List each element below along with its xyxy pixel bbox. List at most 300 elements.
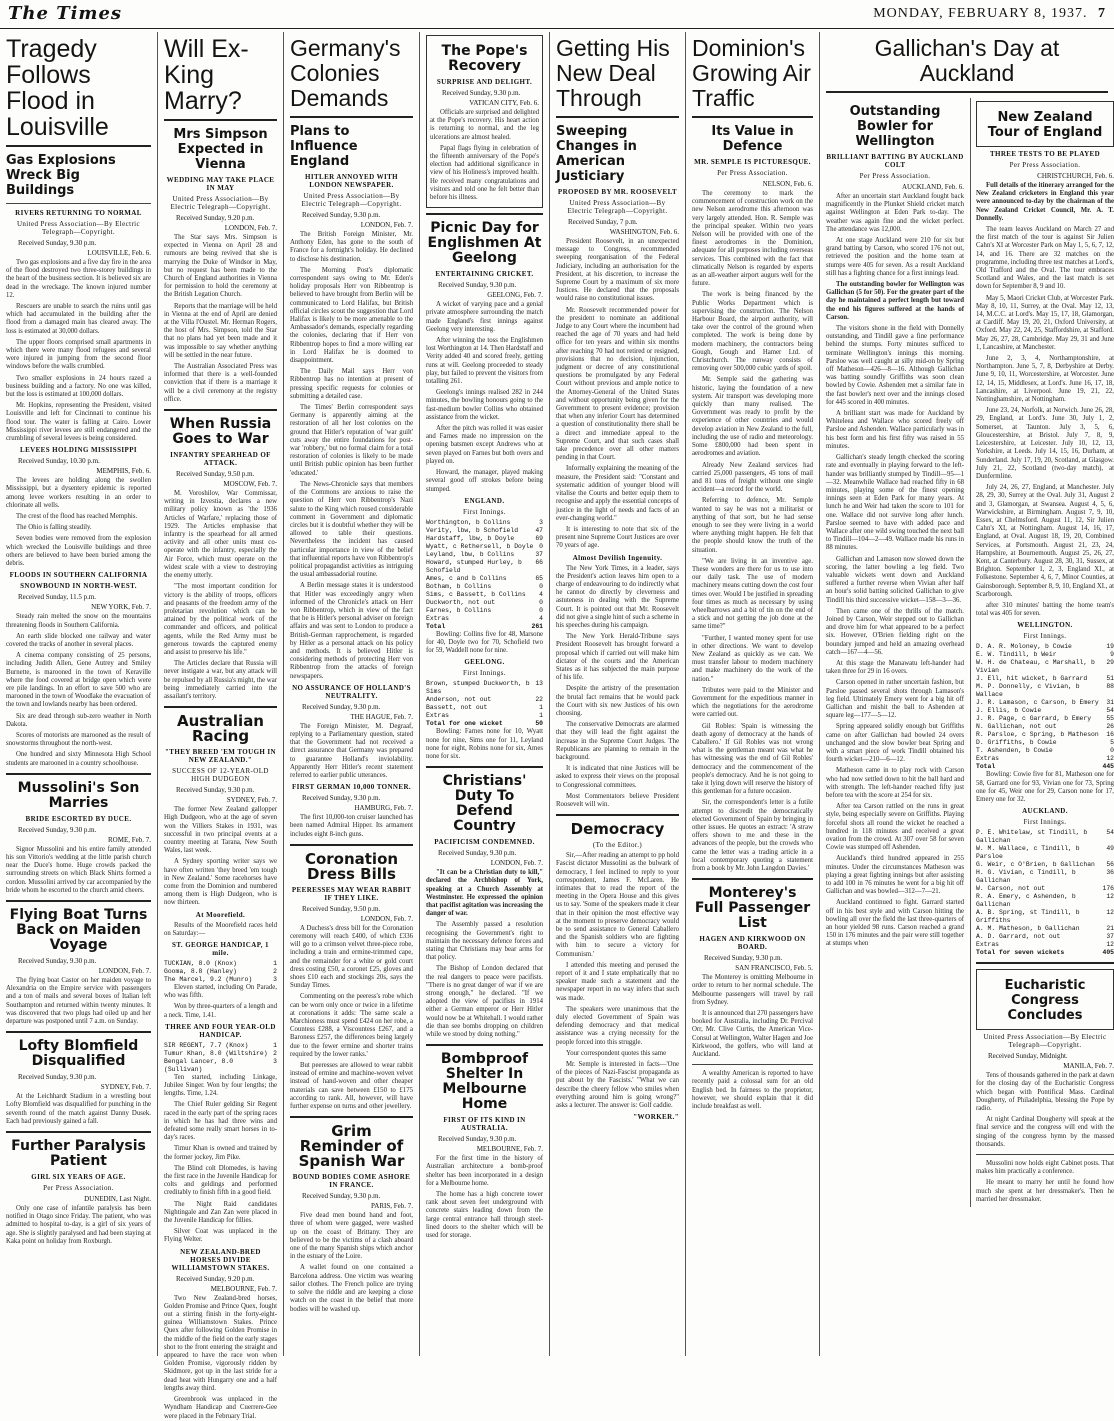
article-paragraph: A brilliant start was made for Auckland by Whiteleea and Wallace who scored freely off Parsloe and Ashenden. Wallace particularly was in his best form and his first fifty was raised in 55 minutes.	[826, 410, 964, 450]
article-paragraph: Mr. Semple said the gathering was historic, laying the foundation of a new system. Air transport was developing more quickly than many realised. The Government was ready to profit by the experience of other countries and would develop aviation in New Zealand to the full, including the use of radio and meteorology. Some £800,000 had been spent in aerodromes and aviation.	[692, 376, 813, 458]
article-paragraph: After an uncertain start Auckland fought back magnificently in the Plunket Shield cricket match against Wellington at Eden Park to-day. The weather was again fine and the wicket perfect. The attendance was 12,000.	[826, 193, 964, 233]
headline-air-traffic: Dominion's Growing Air Traffic	[692, 35, 811, 111]
article-paragraph: A wicket of varying pace and a genial private atmosphere surrounding the match made England's first innings against Geelong very interesting.	[426, 301, 543, 333]
article-paragraph: The Monterey is omitting Melbourne in order to return to her normal schedule. The Melbourne passengers will travel by rail from Sydney.	[692, 974, 813, 1006]
issue-date	[873, 6, 1106, 22]
score-row: M. P. Donnelly, c Vivian, b Wallace 88	[976, 683, 1114, 699]
article-paragraph: Tributes were paid to the Minister and Government for the expeditious manner in which the negotiations for the aerodrome were carried out.	[692, 686, 813, 719]
dateline: THE HAGUE, Feb. 7.	[350, 712, 413, 721]
divider	[290, 844, 413, 846]
dateline: PARIS, Feb. 7.	[371, 1202, 413, 1211]
divider	[6, 1131, 151, 1133]
headline-lofty-blomfield: Lofty Blomfield Disqualified	[18, 1038, 139, 1070]
score-row: D. Griffiths, b Cowie 5	[976, 739, 1114, 747]
dateline: LOUISVILLE, Feb. 6.	[87, 249, 151, 257]
scorecard-title: GEELONG.	[464, 658, 505, 667]
score-row: H. G. Vivian, c Tindill, b Gallichan 36	[976, 869, 1114, 885]
score-row: W. Carson, not out 176	[976, 885, 1114, 893]
headline-germany-colonies: Germany's Colonies Demands	[290, 35, 401, 111]
score-total: Total 261	[426, 622, 543, 630]
article-paragraph: Mr. Hopkins, representing the President, visited Louisville and left for Cincinnati to continue his flood tour. The water is falling at Cairo. Lower Mississippi river levees are still endangered and the crumbling of several levees is being considered.	[6, 402, 151, 443]
article-paragraph: After the pitch was rolled it was easier and Farnes made no impression on the opening batsmen except Andrews who at seven played on Farnes but both overs and played on.	[426, 425, 543, 465]
received-time: Received Sunday, 9.30 p.m.	[302, 1192, 381, 1201]
score-row: Brown, stumped Duckworth, b Sims 13	[426, 680, 543, 696]
article-paragraph: Eleven started, including On Parade, who was fifth.	[164, 983, 277, 1000]
article-paragraph: Then came one of the thrills of the match. Joined by Carson, Weir stepped out to Gallichan and drove him for what appeared to be a perfect six. However, O'Brien fielding right on the boundary jumped and held an amazing overhead catch—167—4—56.	[826, 607, 964, 656]
score-row: Sims, c Bassett, b Collins 4	[426, 590, 543, 598]
article-paragraph: The Blind colt Dlomedes, is having the first race in the Juvenile Handicap for colts and geldings and performed creditably to finish fifth in a good field.	[164, 1164, 277, 1197]
score-row: A. M. Matheson, b Gallichan 21	[976, 925, 1114, 933]
article-paragraph: The Chief Ruler gelding Sir Regent raced in the early part of the spring races in which he has had three wins and defeated some really smart horses in to-day's races.	[164, 1101, 277, 1142]
dateline: MANILA, Feb. 7.	[1063, 1062, 1114, 1071]
received-time: Received Sunday, 9.30 p.m.	[176, 786, 255, 795]
score-row: Extras 1	[426, 712, 543, 720]
article-paragraph: Scores of motorists are marooned as the result of snowstorms throughout the north-west.	[6, 731, 151, 748]
score-row: Anderson, not out 22	[426, 696, 543, 704]
received-time: Received Sunday, 7 p.m.	[568, 218, 638, 226]
article-paragraph: Most Commentators believe President Roosevelt will win.	[556, 792, 679, 808]
article-paragraph: Sir,—After reading an attempt to pp hold Fascist dictator Mussolini as the bulwark of democracy, I feel inclined to reply to your correspondent, James F. McLaren. He intimates that to read the report of the meeting in the Opera House and this gives us to say. 'Some of the speakers made it clear that in their opinion the most effective way at the moment to preserve democracy would be to send assistance to General Caballero and the Spanish soldiers who are fighting with him to secure a victory for Communism.'	[556, 852, 679, 958]
article-paragraph: I attended this meeting and perused the report of it and I state emphatically that no speaker made such a statement and the newspaper report in no way infers that such was made.	[556, 961, 679, 1002]
divider	[692, 1064, 813, 1065]
article-paragraph: But peeresses are allowed to wear rabbit instead of ermine and machine-woven velvet instead of hand-woven and other cheaper materials can save between £150 to £175 according to rank. All, however, will have further expense on turns and other jewellery.	[290, 1062, 413, 1111]
kicker: BRIDE ESCORTED BY DUCE.	[25, 814, 132, 823]
article-paragraph: The levees are holding along the swollen Mississippi, but a dysentery epidemic is reported among levee workers resulting in an order to chlorinate all wells.	[6, 477, 151, 509]
article-paragraph: Won by three-quarters of a length and a neck. Time, 1.41.	[164, 1003, 277, 1019]
article-paragraph: The speakers were unanimous that the duly elected Government of Spain was defending democracy and that medical assistance was a crying necessity for the people forced into this struggle.	[556, 1005, 679, 1046]
article-paragraph: The crest of the flood has reached Memphis.	[16, 513, 138, 521]
article-paragraph: The first 10,000-ton cruiser launched has been named Admiral Hipper. Its armament includes eight 8-inch guns.	[290, 814, 413, 838]
article-paragraph: A wallet found on one contained a Barcelona address. One victim was wearing sailor clothes. The French police are trying to solve the riddle and are keeping a close watch on the coast in the belief that more bodies will be washed up.	[290, 1264, 413, 1313]
received-time: Received Sunday, 9.30 p.m.	[18, 825, 97, 834]
score-row: Hardstaff, lbw, b Doyle 69	[426, 534, 543, 542]
headline-picnic-geelong: Picnic Day for Englishmen At Geelong	[427, 220, 542, 267]
article-paragraph: The home has a high concrete tower rank about seven feet underground with concrete stairs leading down from the large central entrance hall through steel-lined doors to the shelter which will be used for storage.	[426, 1191, 543, 1240]
article-paragraph: Two New Zealand-bred horses, Golden Promise and Prince Quex, fought out a stirring finish in the forty-eight-guinea Williamstown Stakes. Prince Quex after following Golden Promise in the middle of the field on the early stages shot to the front entering the straight and appeared to have the race won when Golden Promise, vigorously ridden by Skidmore, got up in the last stride for a dead heat with Hungarry one and a half lengths away third.	[164, 1294, 277, 1392]
article-paragraph: At the Leichhardt Stadium in a wrestling bout Lofty Blomfield was disqualified for punching in the seventh round of the match against Danny Dusek. Each had previously gained a fall.	[6, 1093, 151, 1125]
agency-credit: United Press Association—By Electric Telegraph—Copyright.	[301, 192, 402, 208]
scorecard-subtitle: First Innings.	[463, 507, 506, 516]
race-name: THREE AND FOUR YEAR-OLD HANDICAP.	[165, 1022, 276, 1039]
article-paragraph: Mussolini now holds eight Cabinet posts. That makes him practically a conference.	[976, 1160, 1114, 1176]
article-paragraph: Despite the artistry of the presentation the brutal fact remains that he would pack the Court with six new Justices of his own choosing.	[556, 685, 679, 717]
received-time: Received Sunday, 9.20 p.m.	[176, 214, 255, 222]
article-paragraph: Howard, the manager, played making several good off strokes before being stumped.	[426, 469, 543, 493]
article-paragraph: Only one case of infantile paralysis has been notified in Otago since Friday. The patient, who was admitted to hospital to-day, is a girl of six years of age. She is slightly paralysed and had been staying at Kaka point on holiday from Roxburgh.	[6, 1205, 151, 1245]
divider	[426, 213, 543, 215]
article-paragraph: The New York Times, in a leader, says the President's action leaves him open to a charge of endeavouring to do indirectly what he cannot do directly by cleverness and astuteness in dealing with the Supreme Court. It is pointed out that Mr. Roosevelt did not give a single hint of such a scheme in his speeches during his campaign.	[556, 564, 679, 629]
kicker: PACIFICISM CONDEMNED.	[434, 838, 535, 847]
england-scorecard	[426, 519, 543, 631]
headline-eucharistic: Eucharistic Congress Concludes	[1004, 978, 1086, 1024]
article-paragraph: Auckland continued to fight. Garrard started off in his best style and with Carson hitting the bowling all over the field the last three-quarters of an hour yielded 98 runs. Carson reached a grand 150 in 176 minutes and the pair were still together at stumps when	[826, 899, 964, 948]
score-row: J. R. Lamason, c Carson, b Emery 31	[976, 699, 1114, 707]
score-row: Wyatt, c Rethersell, b Doyle 0	[426, 542, 543, 550]
race-results-1	[164, 960, 277, 984]
subhead-gas-explosions: Gas Explosions Wreck Big Buildings	[6, 153, 116, 198]
article-paragraph: Two smaller explosions in 24 hours razed a business building and a factory. No one was killed, but the loss is estimated at 100,000 dollars.	[6, 374, 151, 399]
headline-russia-war: When Russia Goes to War	[169, 416, 272, 448]
article-paragraph: For the first time in the history of Australian architecture a bomb-proof shelter has been incorporated in a design for a Melbourne home.	[426, 1155, 543, 1187]
divider	[6, 1031, 151, 1033]
kicker: NEW ZEALAND-BRED HORSES DIVIDE WILLIAMSTOWN STAKES.	[171, 1247, 270, 1272]
received-time: Received Sunday, 9.30 p.m.	[438, 281, 517, 290]
column-2	[158, 32, 284, 1420]
dateline: MOSCOW, Feb. 7.	[223, 480, 277, 489]
divider	[6, 773, 151, 775]
article-paragraph: Carson opened in rather uncertain fashion, but Parsloe passed several shots through Lamason's leg field. Ultimately Emery went for a big hit off Gallichan and mishit the ball to Ashenden at square leg—177—5—12.	[826, 679, 964, 720]
article-paragraph: Full details of the itinerary arranged for the New Zealand cricketers in England this year were announced to-day by the chairman of the New Zealand Cricket Council, Mr. A. T. Donnelly.	[976, 182, 1114, 222]
score-row: J. R. Page, c Garrard, b Emery 55	[976, 715, 1114, 723]
divider	[426, 1044, 543, 1046]
article-paragraph: after 310 minutes' batting the home team's total was 405 for seven.	[976, 601, 1114, 618]
kicker: BOUND BODIES COME ASHORE IN FRANCE.	[292, 1173, 411, 1190]
headline-nz-tour: New Zealand Tour of England	[987, 110, 1103, 140]
agency-credit: Per Press Association.	[43, 1184, 114, 1192]
page-number: 7	[1098, 6, 1106, 21]
dateline: SYDNEY, Feb. 7.	[226, 796, 277, 805]
divider	[556, 116, 679, 118]
masthead	[0, 0, 1114, 29]
received-time: Received Sunday, Midnight.	[988, 1052, 1068, 1061]
article-paragraph: Matheson came in to play rock with Carson who had now settled down to hit the ball hard and with strength. The left-hander reached fifty just before tea with the score at 254 for six.	[826, 767, 964, 800]
article-paragraph: Geelong's innings realised 282 in 244 minutes, the bowling honours going to the fast-medium bowler Collins who obtained assistance from the wicket.	[426, 389, 543, 421]
divider	[976, 1154, 1114, 1155]
column-5	[550, 32, 686, 1356]
score-row: P. E. Whitelaw, st Tindill, b Gallichan 54	[976, 829, 1114, 845]
divider	[556, 814, 679, 816]
race-name: ST. GEORGE HANDICAP, 1 mile.	[172, 940, 269, 957]
article-paragraph: Timur Khan is owned and trained by the former jockey, Jim Pike.	[164, 1145, 277, 1161]
article-paragraph: At this stage the Manawatu left-hander had taken three for 29 in 16 overs.	[826, 659, 964, 676]
geelong-scorecard	[426, 680, 543, 728]
section-subhead: FLOODS IN SOUTHERN CALIFORNIA	[9, 571, 148, 580]
kicker: FIRST GERMAN 10,000 TONNER.	[291, 783, 412, 792]
score-row: Leyland, lbw, b Collins 37	[426, 550, 543, 558]
result-row: Gooma, 8.8 (Hanley) 2	[164, 967, 277, 975]
score-row: W. M. Wallace, c Tindill, b Parsloe 49	[976, 845, 1114, 861]
kicker: WEDDING MAY TAKE PLACE IN MAY	[166, 176, 275, 192]
article-paragraph: A Berlin message states it is understood that Hitler was exceedingly angry when informed of the Chronicle's attack on Herr von Ribbentrop, which in view of the fact that he is Hitler's personal adviser on foreign affairs and was sent to London to produce a British-German rapprochement, is regarded by Hitler as a personal attack on his policy and methods. It is believed Hitler is considering methods of protecting Herr von Ribbentrop from the attacks of foreign newspapers.	[290, 582, 413, 680]
kicker: NO ASSURANCE OF HOLLAND'S NEUTRALITY.	[292, 683, 411, 700]
received-time: Received Sunday, 9.30 p.m.	[18, 239, 97, 247]
score-row: Extras 12	[976, 941, 1114, 949]
article-paragraph: Gallichan's steady length checked the scoring rate and eventually in playing forward to the left-hander was brilliantly stumped by Tindill—95—1—32. Meanwhile Wallace had reached fifty in 68 minutes, playing some of the finest opening innings seen at Eden Park for many years. At lunch he and Weir had taken the score to 101 for one. Wallace did not survive long after lunch. Parsloe seemed to have with added pace and Wallace after one wild swing touched the next ball to Tindill—104—2—49. Wallace made his runs in 88 minutes.	[826, 454, 964, 552]
letter-label: (To the Editor.)	[592, 841, 643, 850]
received-time: Received Sunday, 9.30 p.m.	[302, 211, 381, 219]
kicker: ENTERTAINING CRICKET.	[435, 270, 534, 279]
article-paragraph: Silver Coat was unplaced in the Flying Welter.	[164, 1228, 277, 1244]
divider	[6, 145, 151, 147]
article-paragraph: The Night Raid candidates Nightingale and Zan Zan were placed in the Juvenile Handicap for fillies.	[164, 1200, 277, 1225]
subhead-american-justiciary: Sweeping Changes in American Justiciary	[556, 124, 637, 184]
article-paragraph: Ten started, including Linkage, Jubilee Singer. Won by four lengths; the lengths. Time, 1.24.	[164, 1073, 277, 1098]
received-time: Received Sunday, 9.50 p.m.	[302, 904, 381, 913]
divider	[826, 91, 1108, 93]
received-time: Received Sunday, 9.30 p.m.	[302, 794, 381, 803]
article-paragraph: The team leaves Auckland on March 27 and the first match of the tour is against Sir Julien Cahn's XI at Worcester Park on May 1, 5, 6, 7, 12, 14, and 16. There are 32 matches on the programme, including three test matches at Lord's, Old Trafford and the Oval. The tour embraces Scotland and Wales, and the last match is set down for September 8, 9 and 10.	[976, 226, 1114, 291]
headline-christians-duty: Christians' Duty To Defend Country	[442, 773, 527, 835]
headline-coronation-dress: Coronation Dress Bills	[304, 849, 399, 883]
article-paragraph: Mr. Roosevelt recommended power for the president to nominate an additional Judge to any Court where the incumbent had reached the age of 70 years and had held office for ten years and within six months after reaching 70 had not retired or resigned, provisions that no decision, injunction, judgment or decree of any constitutional questions be promulgated by any Federal Court without previous and ample notice to the Attorney-General of the United States and without opportunity being given for the Government to present evidence; provision that when any inferior Court has determined a question of constitutionality there shall be a direct and immediate appeal to the Supreme Court, and that such cases shall take precedence over all other matters pending in that Court.	[556, 306, 679, 462]
article-paragraph: The upper floors comprised small apartments in which there were many flood refugees and several were injured in jumping from the second floor windows before the walls crumbled.	[6, 338, 151, 371]
article-paragraph: An earth slide blocked one railway and water covered the tracks of another in several places.	[6, 632, 151, 648]
article-paragraph: The New York Herald-Tribune says President Roosevelt has brought forward a proposal which if carried out will make him dictator of the courts and the American States as it has subjected the main purpose of his life.	[556, 633, 679, 682]
section-subhead: LEVEES HOLDING MISSISSIPPI	[20, 446, 137, 455]
score-row: N. Gallichan, not out 26	[976, 723, 1114, 731]
article-paragraph: A wealthy American is reported to have recently paid a colossal sum for an old English bed. In fairness to the proprietor, however, we should explain that it did include breakfast as well.	[692, 1070, 813, 1111]
fixture-list: June 23, 24, Norfolk, at Norwich. June 26, 28, 29, England, at Lord's. June 30, July 1, 2, Somerset, at Taunton. July 3, 5, 6, Gloucestershire, at Bristol. July 7, 8, 9, Leicestershire, at Leicester. July 10, 12, 13, Yorkshire, at Leeds. July 14, 15, 16, Durham, at Sunderland. July 17, 19, 20, Scotland, at Glasgow. July 21, 22, Scotland (two-day match), at Dunfermline.	[976, 407, 1114, 480]
dateline: LONDON, Feb. 7.	[224, 224, 277, 232]
article-paragraph: Mr. Semple is interested in facts—'One of the pieces of Nazi-Fascist propaganda as put about by the Fascists.' "What we can describe the cheery fellow who smiles when everything around him is going wrong?" asks a lecturer. The answer is: Golf caddie.	[556, 1061, 679, 1110]
subhead-defence: Its Value in Defence	[711, 124, 794, 154]
score-row: E. W. Tindill, b Weir 9	[976, 651, 1114, 659]
article-paragraph: A Sydney sporting writer says we have often written 'they breed 'em tough in New Zealand.' Some racehorses have come from the Dominion and numbered among them is High Dudgeon, who is now thirteen.	[164, 858, 277, 907]
headline-spanish-war: Grim Reminder of Spanish War	[298, 1122, 405, 1171]
dateline: LONDON, Feb. 7.	[360, 914, 413, 923]
kicker: HAGEN AND KIRKWOOD ON BOARD.	[699, 935, 806, 952]
article-paragraph: A cinema company consisting of 25 persons, including Judith Allen, Gene Autrey and Smiley Burnette, is marooned in the town of Keraville where the food covered at bridge open which were ere pile landings. In an effort to save 500 who are marooned in the town of Woodlake the evacuation of the town and lowlands nearby has been ordered.	[6, 652, 151, 709]
received-time: Received Sunday, 9.30 p.m.	[438, 1135, 517, 1144]
newspaper-title: The Times	[8, 3, 123, 24]
dateline: GEELONG, Feb. 7.	[487, 291, 543, 300]
article-paragraph: It is indicated that nine Justices will be asked to express their views on the proposal to Congressional committees.	[556, 765, 679, 789]
nz-tour-box	[976, 101, 1114, 147]
bowling-analysis: Bowling: Collins five for 48, Marsone for 40, Doyle two for 70, Schofield two for 59, Waddell none for nine.	[426, 630, 543, 655]
article-paragraph: Two gas explosions and a five day fire in the area of the flood destroyed two three-storey buildings in the heart of the business section. It is believed six are dead in the wreckage. The known injured number 12.	[6, 259, 151, 299]
fixture-list: July 24, 26, 27, England, at Manchester. July 28, 29, 30, Surrey at the Oval. July 31, August 2 and 3, Glamorgan, at Swansea. August 4, 5, 6, Warwickshire, at Birmingham. August 7, 9, 10, Essex, at Chelmsford. August 11, 12, Sir Julien Cahn's XI, at Nottingham. August 14, 16, 17, England, at Oval. August 18, 19, 20, Combined Services, at Portsmouth. August 21, 23, 24, Hampshire, at Bournemouth. August 25, 26, 27, Kent, at Canterbury. August 28, 30, 31, Sussex, at Brighton. September 1, 2, 3, England XI., at Folkestone. September 4, 6, 7, Minor Counties, at Gainsborough. September 8, 9, 10, England XI., at Scarborough.	[976, 484, 1114, 598]
dateline: LONDON, Feb. 7.	[98, 966, 151, 975]
scorecard-title: AUCKLAND.	[1022, 807, 1068, 816]
score-row: W. H. de Chateau, c Marshall, b Vivian 29	[976, 659, 1114, 675]
received-time: Received Sunday, 9.30 p.m.	[302, 702, 381, 711]
section-subhead: Almost Devilish Ingenuity.	[572, 553, 663, 562]
score-row: Duckworth, not out 0	[426, 598, 543, 606]
article-paragraph: Sir, the correspondent's letter is a futile attempt to discredit the democratically elected Government of Spain by bringing in other issues. He quotes an extract: 'A straw offers shown to me and these in the advances of the people, but the crowds who came the letter was a trading article in a local contemporary quoting a statement from a book by Mr. John Langdon Davies.'	[692, 799, 813, 873]
agency-credit: Per Press Association.	[1009, 161, 1081, 169]
article-paragraph: The Morning Post's diplomatic correspondent says owing to Mr. Eden's holiday proposals Herr von Ribbentrop is believed to have brought from Berlin will be communicated to Lord Halifax, but British official circles scout the suggestion that Lord Halifax is likely to be more amenable to the Ambassador's demands, especially regarding the colonies, declaring that if Herr von Ribbentrop hopes to find a more willing ear in Lord Halifax he is doomed to disappointment.	[290, 266, 413, 365]
dateline: MELBOURNE, Feb. 7.	[476, 1145, 543, 1154]
article-paragraph: One hundred and sixty Minnesota High School students are marooned in a country schoolhouse.	[6, 751, 151, 767]
divider	[290, 116, 413, 118]
score-total: Total 445	[976, 763, 1114, 771]
score-row: A. B. Spring, st Tindill, b Griffiths 12	[976, 909, 1114, 925]
dateline: NEW YORK, Feb. 7.	[91, 603, 151, 612]
headline-monterey: Monterey's Full Passenger List	[694, 885, 811, 932]
divider	[976, 962, 1114, 964]
headline-louisville-flood: Tragedy Follows Flood in Louisville	[6, 35, 109, 141]
section-subhead: SNOWBOUND IN NORTH-WEST.	[20, 582, 137, 591]
article-paragraph: Reports that the marriage will be held in Vienna at the end of April are denied at the Villa l'Oustel. Mr. Herman Rogers, the host of Mrs. Simpson, told the Star that no plans had yet been made and it was impossible to say whether anything will be settled in the near future.	[164, 302, 277, 359]
kicker: RIVERS RETURNING TO NORMAL	[15, 209, 142, 217]
agency-credit: Per Press Association.	[717, 169, 788, 177]
article-paragraph: At one stage Auckland were 210 for six but grand batting by Carson, who scored 176 not out, retrieved the position and the home team at stumps were 405 for seven. As a result Auckland still has a fighting chance for a first innings lead.	[826, 237, 964, 277]
received-time: Received Sunday, 11.5 p.m.	[18, 593, 97, 602]
article-paragraph: After tea Carson rattled on the runs in great style, being especially severe on Griffiths. Playing forceful shots all round the wicket he reached a hundred in 118 minutes and received a great ovation from the crowd. At 307 over 58 for seven Cowie was stumped off Ashenden.	[826, 803, 964, 852]
dateline: ROME, Feb. 7.	[108, 835, 151, 844]
article-paragraph: Your correspondent quotes this same	[566, 1049, 667, 1057]
score-row: R. Parsloe, c Spring, b Matheson 16	[976, 731, 1114, 739]
subhead-influence-england: Plans to Influence England	[290, 124, 358, 169]
article-paragraph: Officials are surprised and delighted at the Pope's recovery. His heart action is returning to normal, and the leg ulcerations are almost healed.	[430, 109, 539, 141]
dateline: SYDNEY, Feb. 7.	[100, 1083, 151, 1092]
score-row: Botham, b Collins 0	[426, 582, 543, 590]
article-paragraph: The outstanding bowler for Wellington was Gallichan (5 for 50). For the greater part of the day he maintained a perfect length but toward the end his figures suffered at the hands of Carson.	[826, 281, 964, 321]
agency-credit: United Press Association—By Electric Telegraph—Copyright.	[567, 199, 668, 215]
article-paragraph: The ceremony to mark the commencement of construction work on the new Nelson aerodrome this afternoon was very largely attended. Hon. R. Semple was the principal speaker. Within two years Nelson will be provided with one of the finest aerodromes in the Dominion, adequate for all purposes including overseas services. This combined with the fact that climatically Nelson is regarded by experts as an all-weather airport augurs well for the future.	[692, 190, 813, 288]
article-paragraph: The Ohio is falling steadily.	[16, 524, 92, 532]
article-paragraph: The Australian Associated Press was informed that there is a well-founded conviction that if there is a marriage it will be a civil ceremony at the registry office.	[164, 363, 277, 403]
received-time: Received Sunday, 10.30 p.m.	[18, 457, 100, 466]
received-time: Received Sunday, 9.20 p.m.	[176, 1274, 255, 1283]
article-paragraph: Spring appeared solidly enough but Griffiths came on after Gallichan had bowled 24 overs unchanged and the slow bowler beat Spring and with a smart piece of work Tindill obtained his fourth wicket—210—6—12.	[826, 723, 964, 764]
article-paragraph: Signor Mussolini and his entire family attended his son Vittorio's wedding at the little parish church near the Duce's home. Huge crowds packed the surrounding streets on which Black Shirts formed a cordon. Mussolini arrived by car accompanied by the bride whom he escorted to the church amid cheers.	[6, 845, 151, 894]
headline-mussolini-son: Mussolini's Son Marries	[17, 779, 140, 811]
divider	[164, 409, 277, 411]
divider	[6, 203, 151, 204]
headline-democracy: Democracy	[570, 820, 665, 839]
pope-recovery-box	[426, 35, 543, 208]
article-paragraph: Six are dead through sub-zero weather in North Dakota.	[6, 712, 151, 728]
article-paragraph: The former New Zealand gallopper High Dudgeon, who at the age of seven won the Villiers Stakes in 1931, was successful in two principal events at a country meeting at Tarana, New South Wales, last week.	[164, 806, 277, 855]
score-row: Verity, lbw, b Schofield 47	[426, 526, 543, 534]
bowling-analysis: Bowling: Farnes none for 10, Wyatt none for nine, Sims one for 11, Leyland none for eight, Robins none for six, Ames none for six.	[426, 728, 543, 760]
article-paragraph: The Daily Mail says Herr von Ribbentrop has no intention at present of pressing specific requests for colonies or submitting a detailed case.	[290, 368, 413, 400]
agency-credit: United Press Association—By Electric Telegraph—Copyright.	[16, 220, 141, 236]
article-paragraph: Gil Robles: 'Spain is witnessing the death agony of democracy at the hands of Caballero.' If Gil Robles was not wrong what is the gentleman meant was what he has witnessing was the end of Gil Robles' democracy and the commencement of the people's democracy. And he is not going to take it lying down will reserve the history of this gentleman for a future occasion.	[692, 722, 813, 796]
article-paragraph: The Articles declare that Russia will never instigate a war, but any attack will be repulsed by all Russia's might, the war being immediately carried into the assailant's territory.	[164, 660, 277, 700]
dateline: DUNEDIN, Last Night.	[84, 1195, 151, 1203]
article-paragraph: Seven bodies were removed from the explosion which wrecked the Louisville buildings and three others are believed to have been buried among the debris.	[6, 535, 151, 568]
result-row: Bengal Lancer, 8.0 (Sullivan) 3	[164, 1057, 277, 1073]
received-time: Received Sunday, 9.30 p.m.	[18, 1073, 97, 1082]
headline-australian-racing: Australian Racing	[177, 712, 264, 746]
article-paragraph: The Bishop of London declared that the real dangers to peace were pacifists. "There is no great danger of war if we are strong enough," he declared. "If we adopted the view of pacifists in 1914 either a German emperor or Herr Hitler would now be at Whitehall. I would rather die than see bombs dropping on children while we stood by doing nothing."	[426, 965, 543, 1038]
article-paragraph: At night Cardinal Dougherty will speak at the final service and the congress will end with the singing of the congress hymn by the massed thousands.	[976, 1116, 1114, 1148]
article-paragraph: Gallichan and Lamason now slowed down the scoring, the latter bowling a leg field. Two valuable wickets went down and Auckland suffered a further reverse when Vivian after half an hour's solid batting solicited Gallichan to give Tindill his third successive wicket—158—3—36.	[826, 555, 964, 604]
article-paragraph: M. Voroshilov, War Commissar, writing in Izvestia, declares a new military policy known as 'the 1936 Articles of Warfare,' replacing those of 1929. The Articles emphasise that infantry is the spearhead for all armed activity and all other units must co-operate with the infantry, especially the Air Force, which must operate on the widest scale with a view to destroying the enemy utterly.	[164, 490, 277, 580]
score-row: G. Weir, c O'Brien, b Gallichan 56	[976, 861, 1114, 869]
nz-tour-report	[970, 98, 1114, 1207]
column-4	[420, 32, 550, 1356]
headline-paralysis: Further Paralysis Patient	[11, 1138, 146, 1169]
article-paragraph: The British Foreign Minister, Mr. Anthony Eden, has gone to the south of France for a fortnight's holiday. He declined to disclose his destination.	[290, 231, 413, 263]
dateline: NELSON, Feb. 6.	[762, 180, 813, 188]
score-row: D. A. R. Moloney, b Cowie 19	[976, 643, 1114, 651]
article-paragraph: The flying boat Castor on her maiden voyage to Alexandria on the Empire service with passengers and a ton of mails and several boxes of Italian left Southampton and returned within twenty minutes. It was discovered that two plugs had oiled up and her departure was postponed until 7 a.m. on Sunday.	[6, 976, 151, 1025]
article-paragraph: The Star says Mrs. Simpson is expected in Vienna on April 28 and rumours are being revived that she is marrying the Duke of Windsor in May, but no request has been made to the Church of England authorities in Vienna for permission to hold the ceremony at the British Legation Church.	[164, 234, 277, 299]
dateline: HAMBURG, Feb. 7.	[354, 804, 413, 813]
article-paragraph: Commenting on the peeress's robe which can be worn only once or twice in a lifetime at coronations it adds: 'The same scale a Marchioness must spend £424 on her robe, a Countess £288, a Viscountess £267, and a Baroness £257, the differences being largely due to the fewer ermine and shorter trains required by the lower ranks.'	[290, 993, 413, 1058]
divider	[692, 116, 813, 118]
subhead-bowler: Outstanding Bowler for Wellington	[849, 104, 941, 149]
score-row: Worthington, b Collins 3	[426, 518, 543, 526]
auckland-scorecard	[976, 829, 1114, 957]
score-row: R. A. Emery, c Ashenden, b Gallichan 12	[976, 893, 1114, 909]
agency-credit: Per Press Association.	[859, 172, 931, 180]
divider	[692, 878, 813, 880]
article-paragraph: It is interesting to note that six of the present nine Supreme Court Justices are over 70 years of age.	[556, 525, 679, 550]
headline-new-deal: Getting His New Deal Through	[556, 35, 670, 111]
dateline: LONDON, Feb. 7.	[360, 221, 413, 229]
fixture-list: May 5, Maori Cricket Club, at Worcester Park. May 8, 10, 11, Surrey, at the Oval. May 12, 13, 14, M.C.C. at Lord's. May 15, 17, 18, Glamorgan, at Cardiff. May 19, 20, 21, Oxford University, at Oxford. May 22, 24, 25, Staffordshire, at Stafford. May 26, 27, 28, Cambridge. May 29, 31 and June 1, Lancashire, at Manchester.	[976, 294, 1114, 351]
article-paragraph: Referring to defence, Mr. Semple wanted to say he was not a militarist or anything of that sort, but he had sense enough to see they were living in a world where anything might happen. He felt that the people should know the truth of the situation.	[692, 497, 813, 554]
sport-split	[826, 98, 1114, 1207]
scorecard-title: ENGLAND.	[464, 496, 505, 505]
received-time: Received Sunday, 9.30 p.m.	[18, 956, 97, 965]
article-paragraph: The conservative Democrats are alarmed that they will lead the fight against the increase in the Supreme Court Judges. The Republicans are planning to remain in the background.	[556, 721, 679, 761]
article-paragraph: The Times' Berlin correspondent says Germany is apparently aiming at the restoration of all her lost colonies on the ground that Hitler's reputation of 'war guilt' cuts away the entire foundations for post-war 'robbery,' but no formal claim for a total restoration of colonies is likely to be made until British public opinion has been further 'educated.'	[290, 404, 413, 477]
score-row: Extras 4	[426, 614, 543, 622]
kicker: FIRST OF ITS KIND IN AUSTRALIA.	[443, 1116, 526, 1133]
auckland-match-report	[826, 98, 964, 1207]
score-row: J. Ellis, b Cowie 54	[976, 707, 1114, 715]
dateline: AUCKLAND, Feb. 6.	[901, 183, 964, 191]
score-row: Bassett, not out 1	[426, 704, 543, 712]
score-row: Extras 12	[976, 755, 1114, 763]
kicker: BRILLIANT BATTING BY AUCKLAND COLT	[826, 153, 964, 169]
article-paragraph: It is announced that 270 passengers have booked for Australia, including Dr. Percival Orr, Mr. Clive Curtis, the American Vice-Consul at Wellington, Walter Hagen and Joe Kirkwood, the golfers, who will land at Auckland.	[692, 1010, 813, 1059]
kicker: SUCCESS OF 12-YEAR-OLD HIGH DUDGEON	[172, 767, 269, 784]
eucharistic-box	[976, 969, 1114, 1030]
headline-pope-recovery: The Pope's Recovery	[441, 43, 528, 74]
wellington-scorecard	[976, 643, 1114, 771]
kicker: THREE TESTS TO BE PLAYED	[989, 150, 1101, 158]
score-row: Ames, c and b Collins 65	[426, 574, 543, 582]
article-paragraph: The Foreign Minister, M. Degraaf, replying to a Parliamentary question, stated that the Government had not received a direct assurance that Germany was prepared to guarantee Holland's inviolability. Apparently Herr Hitler's recent statement referred to earlier public utterances.	[290, 722, 413, 779]
article-paragraph: Already New Zealand services had carried 25,000 passengers, 45 tons of mail and 81 tons of freight without one single accident—a record for the world.	[692, 461, 813, 494]
article-paragraph: President Roosevelt, in an unexpected message to Congress, recommended sweeping reorganisation of the Federal Judiciary, including an authorisation for the President, at his discretion, to increase the Supreme Court by a maximum of six more Justices. He declared that the proposals would raise no constitutional issues.	[556, 238, 679, 303]
article-paragraph: Rescuers are unable to search the ruins until gas which had accumulated in the building after the flood from a damaged main has cleared away. The loss is estimated at 30,000 dollars.	[6, 303, 151, 335]
kicker: PROPOSED BY MR. ROOSEVELT	[557, 188, 678, 196]
race-results-2	[164, 1042, 277, 1074]
dateline: WASHINGTON, Feb. 6.	[609, 228, 679, 236]
letter-signature: "WORKER."	[633, 1113, 679, 1122]
article-paragraph: The News-Chronicle says that members of the Commons are anxious to raise the question of Herr von Ribbentrop's Nazi salute to the King which roused considerable comment in Government and diplomatic circles but it is doubtful whether they will be allowed to table their questions. Nevertheless the incident has caused particular importance in view of the belief that influential reports have von Ribbentrop's political propagandist activities as intriguing the usual ambassadorial routine.	[290, 480, 413, 579]
kicker: PEERESSES MAY WEAR RABBIT IF THEY LIKE.	[291, 885, 412, 902]
scorecard-subtitle: First Innings.	[1023, 818, 1067, 827]
dateline: MEMPHIS, Feb. 6.	[96, 467, 151, 476]
article-paragraph: The Assembly passed a resolution recognising the Government's right to maintain the necessary defence forces and stating that Christians may bear arms for that policy.	[426, 921, 543, 962]
dateline: LONDON, Feb. 7.	[490, 859, 543, 868]
received-time: Received Sunday, 9.30 p.m.	[442, 89, 521, 97]
divider	[426, 766, 543, 768]
agency-credit: United Press Association—By Electric Telegraph—Copyright.	[983, 1033, 1107, 1050]
result-row: Tumur Khan, 8.0 (Wiltshire) 2	[164, 1049, 277, 1057]
article-paragraph: After winning the toss the Englishmen lost Worthington at 14. Then Hardstaff and Verity added 40 and scored freely, getting runs at will. Geelong proceeded to steady play, but failed to prevent the visitors from totalling 261.	[426, 337, 543, 386]
column-7	[820, 32, 1114, 1356]
divider	[290, 1116, 413, 1118]
article-paragraph: The work is being financed by the Public Works Department which is supervising the construction. The Nelson Harbour Board, the airport authority, will take over the control of the ground when completed. The work is being done by modern machinery, the contractors being Gough, Gough and Hamer Ltd. of Christchurch. The runway consists of removing over 500,000 cubic yards of spoil.	[692, 291, 813, 373]
article-paragraph: The visitors shone in the field with Donnelly outstanding, and Tindill gave a fine performance behind the stumps. Forty minutes sufficed to terminate Wellington's innings this morning. Parsloe was well caught at silly mid-on by Spring off Matheson—426—8—16. Although Gallichan was batting soundly Griffiths was soon clean bowled by Cowie. Ashenden met a similar fate in the fast bowler's next over and the innings closed for 445 scored in 400 minutes.	[826, 325, 964, 406]
headline-gallichan: Gallichan's Day at Auckland	[874, 35, 1060, 86]
article-paragraph: Five dead men bound hand and foot, three of whom were gagged, were washed up on the coast of Brittany. They are believed to be the victims of a clash aboard one of the many Spanish ships which anchor in the estuary of the Loire.	[290, 1212, 413, 1261]
received-time: Received Sunday, 9.30 p.m.	[704, 954, 783, 963]
scorecard-title: WELLINGTON.	[1017, 621, 1073, 630]
fixture-list: June 2, 3, 4, Northamptonshire, at Northampton. June 5, 7, 8, Derbyshire at Derby. June 9, 10, 11, Worcestershire, at Worcester. June 12, 14, 15, Middlesex, at Lord's. June 16, 17, 18, Lancashire, at Liverpool. June 19, 21, 22, Nottinghamshire, at Nottingham.	[976, 355, 1114, 404]
divider	[6, 900, 151, 902]
kicker: "THEY BREED 'EM TOUGH IN NEW ZEALAND."	[165, 748, 276, 765]
result-row: The Marcel, 9.2 (Munro) 3	[164, 975, 277, 983]
bowling-analysis: Bowling: Cowie five for 81, Matheson one for 58, Garrard one for 93, Vivian one for 73, Spring one for 45, Weir one for 29, Carson none for 17, Emery one for 32.	[976, 771, 1114, 803]
column-3	[284, 32, 420, 1356]
score-total: Total for seven wickets 405	[976, 949, 1114, 957]
score-row: Farnes, b Collins 0	[426, 606, 543, 614]
dateline: CHRISTCHURCH, Feb. 6.	[1037, 172, 1114, 180]
score-row: Howard, stumped Hurley, b Schofield 66	[426, 558, 543, 574]
headline-bombproof-shelter: Bombproof Shelter In Melbourne Home	[440, 1051, 529, 1113]
article-paragraph: Steady rain melted the snow on the mountains threatening floods in Southern California.	[6, 613, 151, 629]
